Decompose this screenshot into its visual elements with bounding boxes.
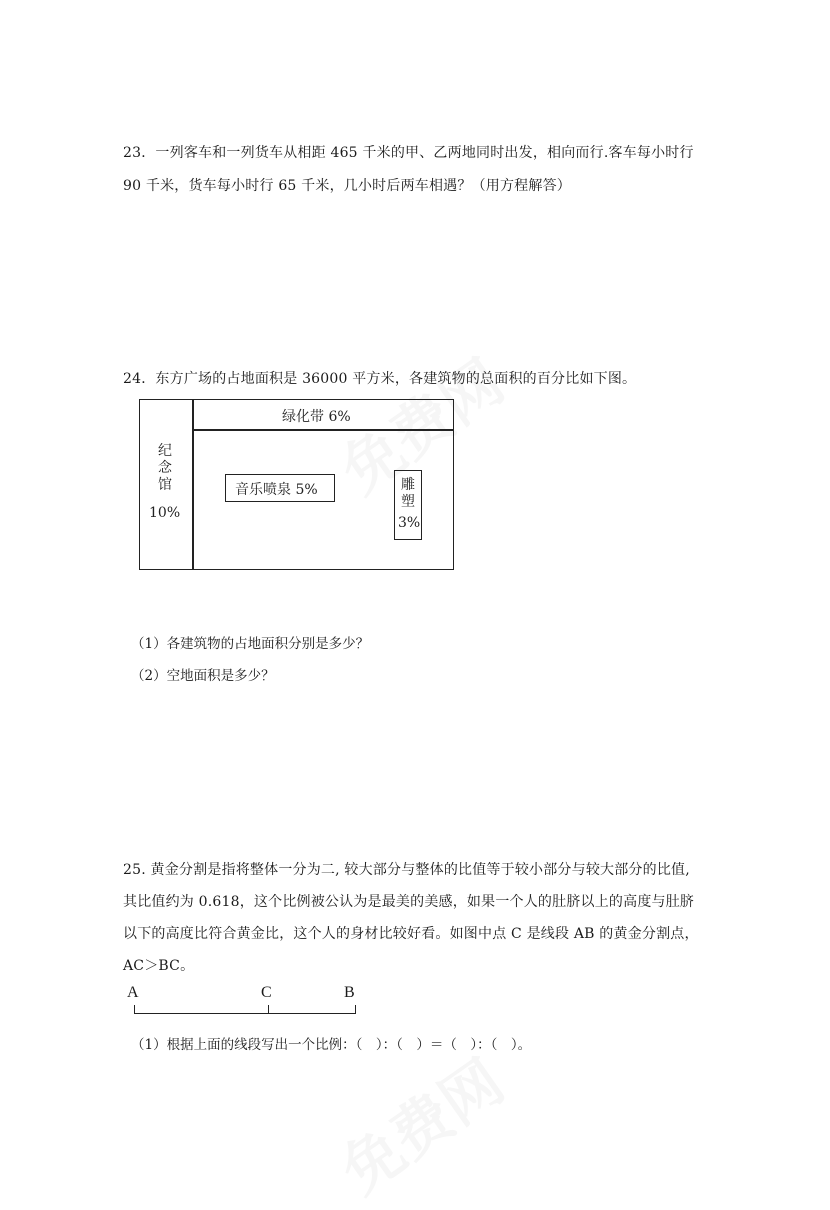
q25-line4: AC＞BC。 (123, 958, 195, 974)
sculpture-label: 雕塑 (401, 477, 415, 510)
point-b-label: B (344, 984, 355, 1001)
green-belt-divider (192, 429, 453, 431)
point-c-label: C (261, 984, 272, 1001)
tick-b (355, 1005, 356, 1014)
memorial-label: 纪念馆 (158, 443, 172, 493)
q23-line1: 23．一列客车和一列货车从相距 465 千米的甲、乙两地同时出发，相向而行.客车每小时行 (123, 145, 694, 161)
tick-c (268, 1005, 269, 1014)
sculpture-box (394, 470, 422, 540)
watermark (322, 1036, 519, 1210)
q25-part1: （1）根据上面的线段写出一个比例：（ ）：（ ）＝（ ）：（ ）。 (131, 1037, 532, 1053)
q25-line1: 25. 黄金分割是指将整体一分为二, 较大部分与整体的比值等于较小部分与较大部分的比值, (123, 862, 690, 878)
q24-part2: （2）空地面积是多少？ (131, 668, 275, 684)
q24-part1: （1）各建筑物的占地面积分别是多少？ (131, 636, 370, 652)
memorial-divider (192, 400, 194, 569)
point-a-label: A (127, 984, 139, 1001)
q25-line3: 以下的高度比符合黄金比，这个人的身材比较好看。如图中点 C 是线段 AB 的黄金分割点， (123, 926, 699, 942)
q23-line2: 90 千米，货车每小时行 65 千米，几小时后两车相遇？（用方程解答） (123, 178, 571, 194)
green-belt-label: 绿化带 6% (282, 409, 351, 425)
golden-section-segment (127, 984, 367, 1024)
q25-line2: 其比值约为 0.618，这个比例被公认为是最美的美感，如果一个人的肚脐以上的高度与肚脐 (123, 894, 695, 910)
fountain-box (225, 474, 335, 502)
sculpture-percent: 3% (398, 515, 421, 531)
q24-text: 24．东方广场的占地面积是 36000 平方米，各建筑物的总面积的百分比如下图。 (123, 371, 637, 387)
fountain-label: 音乐喷泉 5% (235, 482, 318, 498)
tick-a (134, 1005, 135, 1014)
area-diagram (139, 399, 454, 570)
segment-line (134, 1013, 356, 1014)
memorial-percent: 10% (149, 505, 181, 521)
